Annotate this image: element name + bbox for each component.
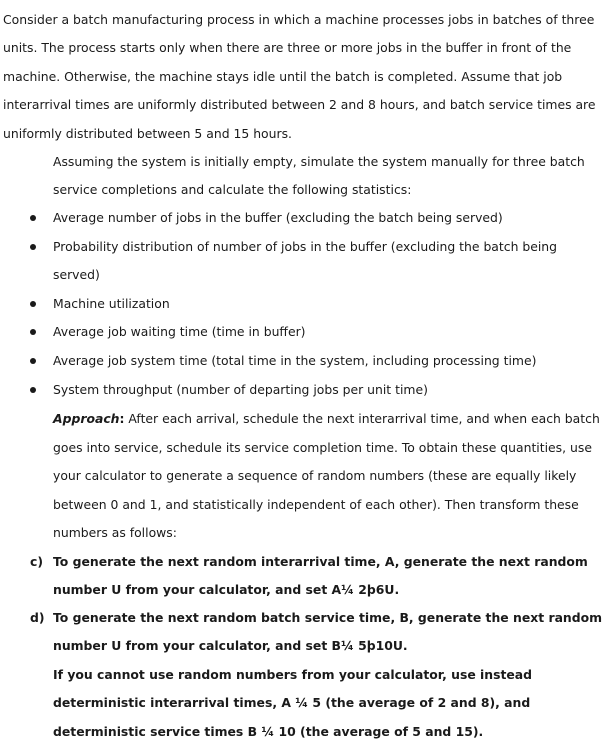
step-marker: d) [30,610,45,625]
statistic-text: Average job system time (total time in the system, including processing time) [53,352,537,368]
step-item [0,548,610,605]
bullet-icon [30,244,36,250]
statistic-text: Probability distribution of number of jobs in the buffer (excluding the batch being served) [53,238,558,283]
list-item [0,290,600,319]
statistic-text: Average number of jobs in the buffer (excluding the batch being served) [53,210,503,225]
step-text: To generate the next random interarrival time, A, generate the next random number U from your calculator, and set A¼ 2þ6U. [53,554,588,598]
list-item [0,318,600,347]
step-item [0,604,610,661]
list-item [0,347,600,376]
list-item [0,376,600,405]
statistic-text: Average job waiting time (time in buffer) [53,324,306,340]
bullet-icon [30,387,36,393]
step-text: To generate the next random batch service time, B, generate the next random number U from your calculator, and set B¼ 5þ10U. [53,610,603,654]
fallback-paragraph: If you cannot use random numbers from your calculator, use instead deterministic interarrival times, A ¼ 5 (the average of 2 and 8), and deterministic service times B ¼ 10 (the average of 5 and 15). [53,667,533,739]
statistics-list [0,204,600,404]
bullet-icon [30,329,36,335]
intro-paragraph: Consider a batch manufacturing process in which a machine processes jobs in batches of three units. The process starts only when there are three or more jobs in the buffer in front of the machine. Otherwise, the machine stays idle until the batch is completed. Assume that job interarrival times are uniformly distributed between 2 and 8 hours, and batch service times are uniformly distributed between 5 and 15 hours. [3,12,596,141]
approach-text: After each arrival, schedule the next interarrival time, and when each batch goes into service, schedule its service completion time. To obtain these quantities, use your calculator to generate a sequence of random numbers (these are equally likely between 0 and 1, and statistically independent of each other). Then transform these numbers as follows: [53,411,600,541]
approach-lead: Approach [53,411,120,426]
bullet-icon [30,358,36,364]
statistic-text: System throughput (number of departing jobs per unit time) [53,381,428,397]
bullet-icon [30,301,36,307]
approach-colon: : [119,411,125,426]
list-item [0,204,600,233]
assumption-paragraph: Assuming the system is initially empty, simulate the system manually for three batch service completions and calculate the following statistics: [53,154,585,198]
step-marker: c) [30,554,44,569]
list-item [0,233,600,290]
statistic-text: Machine utilization [53,295,170,311]
bullet-icon [30,215,36,221]
approach-paragraph [53,405,603,548]
